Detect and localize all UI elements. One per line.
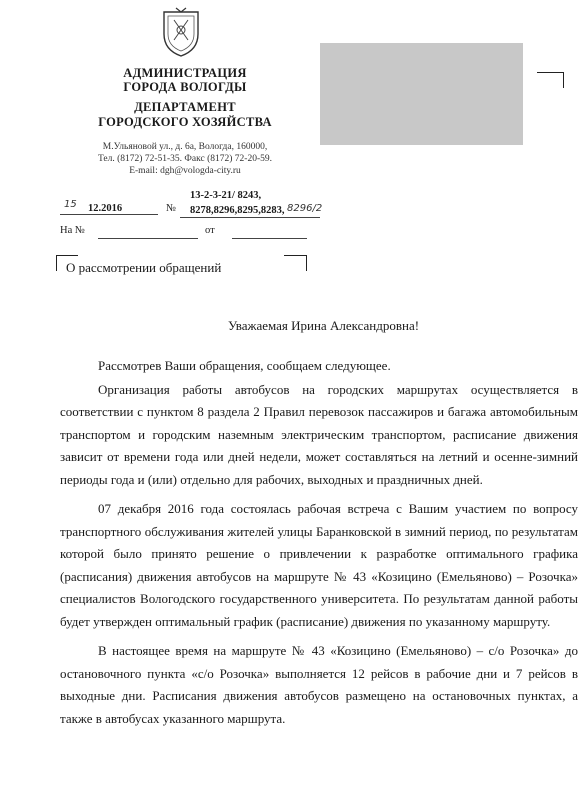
number-value-line1: 13-2-3-21/ 8243, — [190, 190, 262, 201]
number-value-line2: 8278,8296,8295,8283, — [190, 205, 285, 216]
subject-bracket — [284, 255, 306, 256]
on-number-label: На № — [60, 225, 85, 236]
coat-of-arms-icon — [158, 6, 204, 58]
dept-name-line1: ДЕПАРТАМЕНТ — [134, 100, 236, 114]
on-number-underline — [98, 238, 198, 239]
address: М.Ульяновой ул., д. 6а, Вологда, 160000, — [102, 142, 268, 152]
org-name-line2: ГОРОДА ВОЛОГДЫ — [123, 80, 247, 94]
from-label: от — [205, 225, 215, 236]
number-underline — [180, 217, 320, 218]
corner-mark — [537, 72, 563, 73]
subject-bracket — [306, 255, 307, 271]
phone-fax: Тел. (8172) 72-51-35. Факс (8172) 72-20-59. — [97, 154, 273, 164]
subject-line: О рассмотрении обращений — [66, 260, 222, 275]
date-underline — [60, 214, 158, 215]
org-name-line1: АДМИНИСТРАЦИЯ — [123, 66, 247, 80]
subject-bracket — [56, 255, 78, 256]
paragraph: Рассмотрев Ваши обращения, сообщаем следующее. — [98, 358, 391, 373]
corner-mark — [563, 72, 564, 88]
date-handwritten: 15 — [64, 199, 77, 210]
number-sign: № — [166, 203, 177, 214]
paragraph: Организация работы автобусов на городских маршрутах осуществляется в соответствии с пунктом 8 раздела 2 Правил перевозок пассажиров и багажа автомобильным транспортом и городским наземным электрическим транспортом, расписание движения зависит от времени года или дней недели, может составляться на летний и осенне-зимний периоды года и (или) отдельно для рабочих, выходных и праздничных дней. — [60, 381, 578, 487]
redacted-recipient — [320, 43, 523, 145]
letter-body — [60, 355, 578, 730]
greeting: Уважаемая Ирина Александровна! — [228, 318, 420, 333]
from-underline — [232, 238, 307, 239]
paragraph: 07 декабря 2016 года состоялась рабочая встреча с Вашим участием по вопросу транспортного обслуживания жителей улицы Баранковской в зимний период, по результатам которой было принято решение о привлечении к разработке оптимального графика (расписания) движения автобусов на маршруте № 43 «Козицино (Емельяново) – Розочка» специалистов Вологодского государственного университета. По результатам данной работы будет утвержден оптимальный график (расписание) движения по указанному маршруту. — [60, 501, 578, 629]
dept-name-line2: ГОРОДСКОГО ХОЗЯЙСТВА — [98, 115, 272, 129]
paragraph: В настоящее время на маршруте № 43 «Козицино (Емельяново) – с/о Розочка» до остановочного пункта «с/о Розочка» выполняется 12 рейсов в рабочие дни и 7 рейсов в выходные дни. Расписания движения автобусов размещено на остановочных пунктах, а также в автобусах указанного маршрута. — [60, 643, 578, 726]
date-value: 12.2016 — [88, 203, 123, 214]
email: E-mail: dgh@vologda-city.ru — [129, 166, 241, 176]
subject-bracket — [56, 255, 57, 271]
number-handwritten: 8296/2 — [287, 203, 323, 214]
